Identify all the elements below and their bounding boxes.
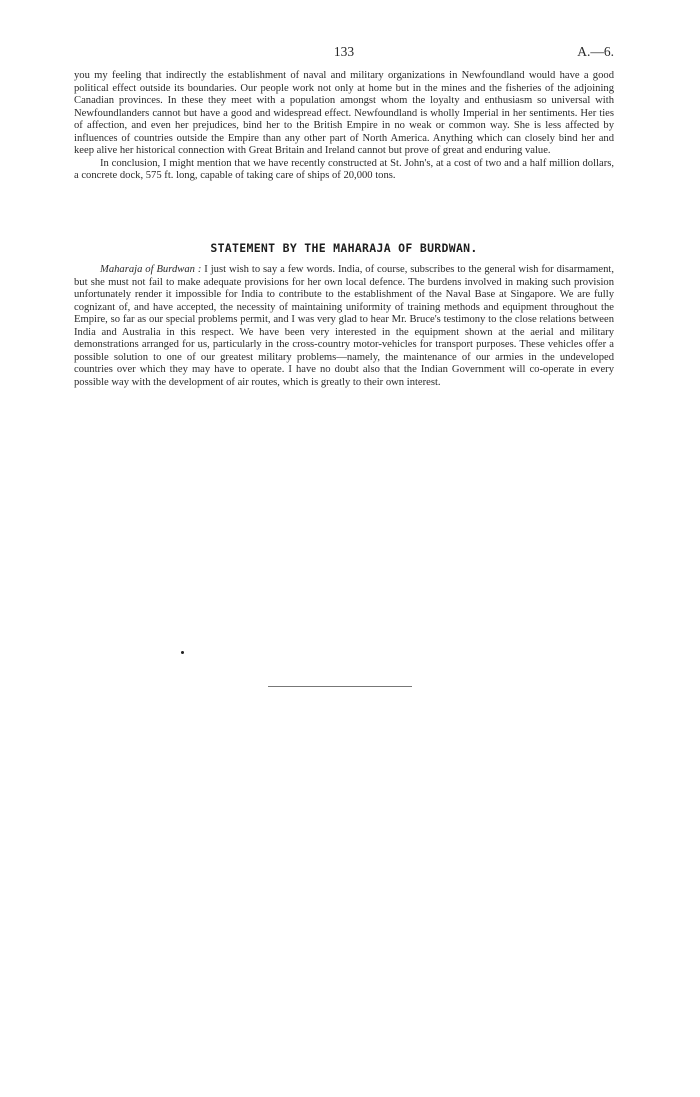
speaker-name: Maharaja of Burdwan : [100, 264, 202, 275]
end-rule-divider [268, 686, 412, 687]
paragraph: In conclusion, I might mention that we have recently constructed at St. John's, at a cost of two and a half million dollars, a concrete dock, 575 ft. long, capable of taking care of ships of 20,000 tons. [74, 157, 614, 181]
document-reference: A.—6. [577, 44, 614, 59]
section-heading: STATEMENT BY THE MAHARAJA OF BURDWAN. [210, 241, 478, 255]
newfoundland-statement-continued [74, 70, 614, 183]
page-header [74, 44, 614, 62]
paragraph [74, 264, 614, 389]
maharaja-statement [74, 264, 614, 389]
paragraph: you my feeling that indirectly the establishment of naval and military organizations in Newfoundland would have a good political effect outside its boundaries. Our people work not only at home but in the mines and the fisheries of the adjoining Canadian provinces. In these they meet with a population amongst whom the loyalty and enthusiasm so universal with Newfoundlanders cannot but have a good and widespread effect. Newfoundland is wholly Imperial in her sentiments. Her ties of affection, and even her prejudices, bind her to the British Empire in no weak or common way. She is less affected by influences of countries outside the Empire than any other part of North America. Anything which can closely bind her and keep alive her historical connection with Great Britain and Ireland cannot but prove of great and enduring value. [74, 70, 614, 156]
print-speck [181, 651, 184, 654]
page-number: 133 [333, 44, 355, 59]
statement-text: I just wish to say a few words. India, of course, subscribes to the general wish for disarmament, but she must not fail to make adequate provisions for her own local defence. The burdens involved in making such provision unfortunately render it impossible for India to contribute to the establishment of the Naval Base at Singapore. We are fully cognizant of, and have accepted, the necessity of maintaining uniformity of training methods and equipment throughout the Empire, so far as our special problems permit, and I was very glad to hear Mr. Bruce's testimony to the close relations between India and Australia in this respect. We have been very interested in the equipment shown at the aerial and military demonstrations arranged for us, particularly in the cross-country motor-vehicles for transport purposes. These vehicles offer a possible solution to one of our greatest military problems—namely, the maintenance of our armies in the undeveloped countries over which they may have to operate. I have no doubt also that the Indian Government will co-operate in every possible way with the development of air routes, which is greatly to their own interest. [74, 264, 614, 388]
